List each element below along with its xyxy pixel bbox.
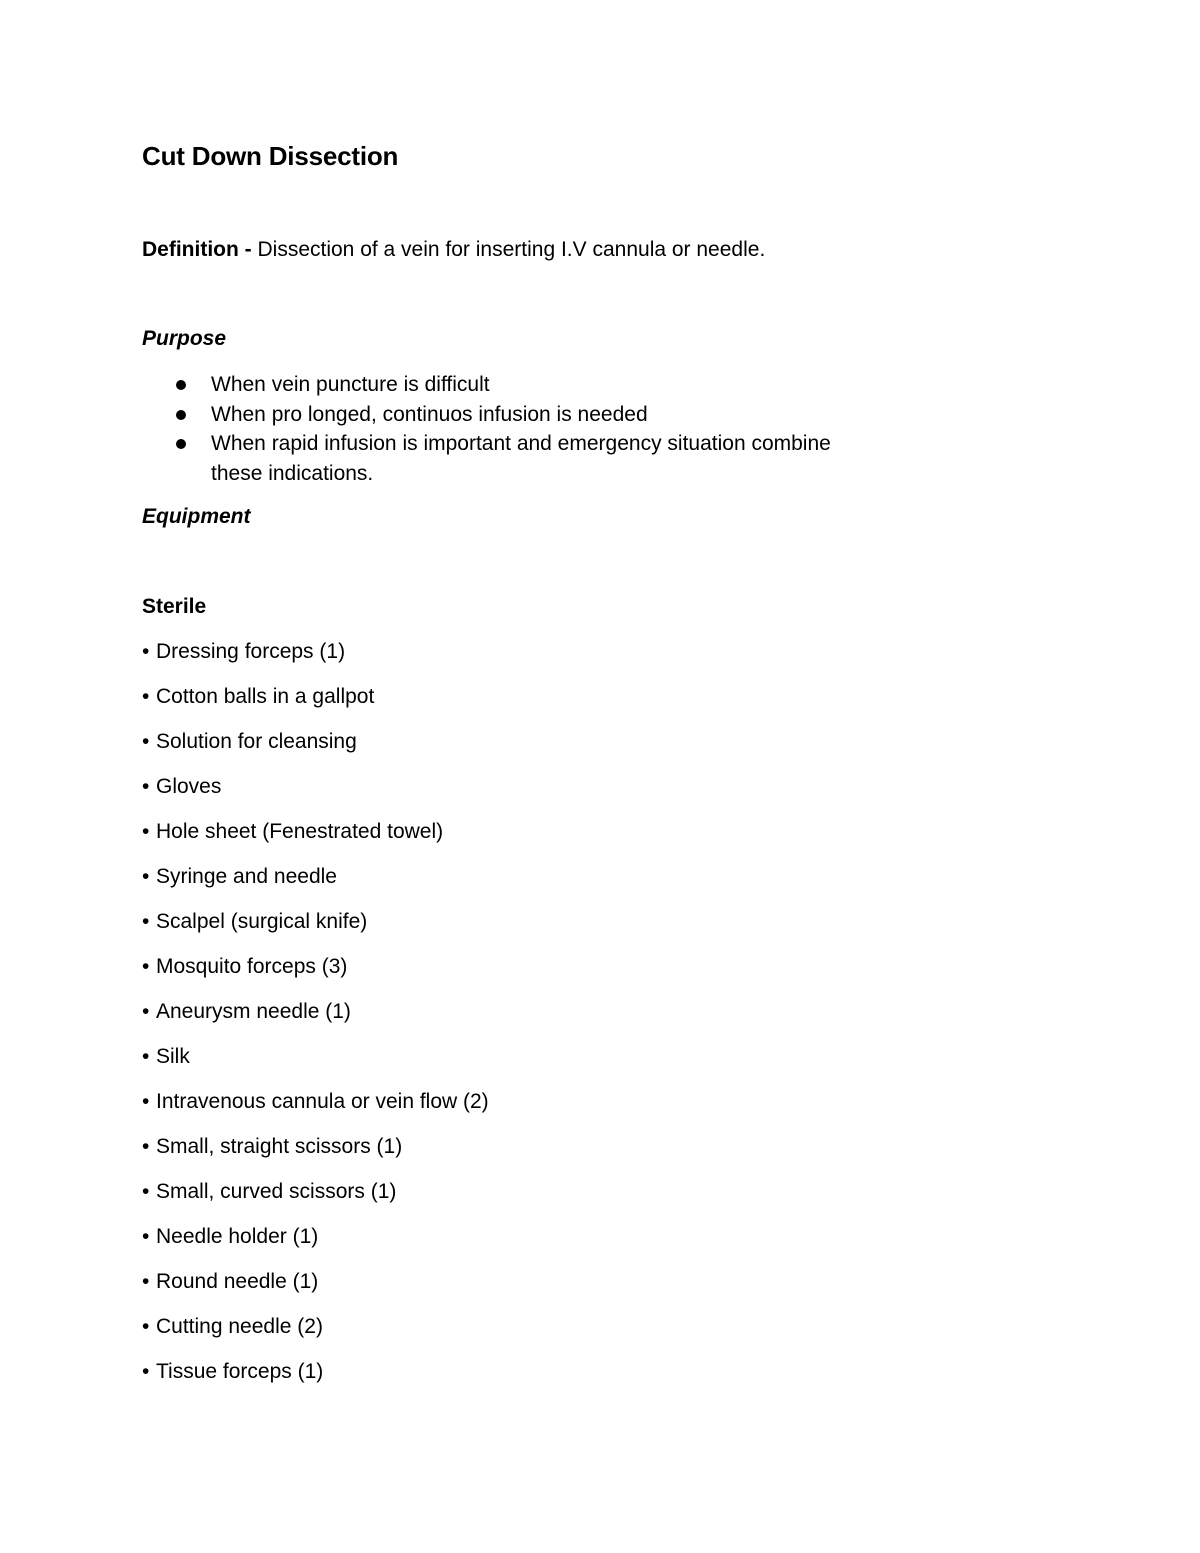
list-item (142, 908, 489, 953)
bullet-icon: • (142, 1135, 150, 1158)
list-item-text: Solution for cleansing (156, 730, 357, 753)
purpose-item-text: When pro longed, continuos infusion is needed (211, 402, 648, 426)
list-item-text: Dressing forceps (1) (156, 640, 346, 663)
bullet-icon: • (142, 865, 150, 888)
purpose-item (142, 429, 862, 488)
equipment-heading: Equipment (142, 505, 251, 528)
list-item-text: Round needle (1) (156, 1270, 319, 1293)
purpose-heading: Purpose (142, 327, 227, 350)
list-item-text: Intravenous cannula or vein flow (2) (156, 1090, 489, 1113)
bullet-icon: • (142, 1090, 150, 1113)
bullet-icon: • (142, 910, 150, 933)
bullet-icon (176, 380, 186, 390)
bullet-icon: • (142, 1045, 150, 1068)
purpose-item (142, 400, 862, 430)
bullet-icon: • (142, 820, 150, 843)
list-item-text: Tissue forceps (1) (156, 1360, 324, 1383)
list-item-text: Gloves (156, 775, 222, 798)
bullet-icon: • (142, 1360, 150, 1383)
list-item-text: Aneurysm needle (1) (156, 1000, 351, 1023)
bullet-icon: • (142, 1000, 150, 1023)
list-item (142, 998, 489, 1043)
list-item (142, 1043, 489, 1088)
list-item (142, 863, 489, 908)
list-item (142, 953, 489, 998)
purpose-list (142, 370, 862, 488)
bullet-icon: • (142, 955, 150, 978)
bullet-icon: • (142, 640, 150, 663)
list-item-text: Scalpel (surgical knife) (156, 910, 368, 933)
list-item-text: Cutting needle (2) (156, 1315, 323, 1338)
bullet-icon: • (142, 685, 150, 708)
list-item-text: Mosquito forceps (3) (156, 955, 348, 978)
list-item (142, 1358, 489, 1403)
bullet-icon: • (142, 1315, 150, 1338)
sterile-heading: Sterile (142, 595, 207, 618)
list-item-text: Syringe and needle (156, 865, 337, 888)
list-item (142, 1223, 489, 1268)
list-item (142, 683, 489, 728)
list-item (142, 1268, 489, 1313)
bullet-icon: • (142, 730, 150, 753)
definition-text: Dissection of a vein for inserting I.V cannula or needle. (251, 238, 766, 261)
purpose-item-text: When rapid infusion is important and emergency situation combine these indications. (211, 432, 831, 485)
definition-label: Definition - (142, 238, 252, 261)
bullet-icon (176, 439, 186, 449)
list-item (142, 773, 489, 818)
list-item (142, 728, 489, 773)
list-item-text: Cotton balls in a gallpot (156, 685, 375, 708)
list-item-text: Hole sheet (Fenestrated towel) (156, 820, 444, 843)
bullet-icon (176, 410, 186, 420)
purpose-item-text: When vein puncture is difficult (211, 373, 490, 396)
purpose-item (142, 370, 862, 400)
bullet-icon: • (142, 1270, 150, 1293)
list-item (142, 1088, 489, 1133)
definition-paragraph (142, 236, 765, 264)
page-title: Cut Down Dissection (142, 141, 399, 171)
list-item (142, 1133, 489, 1178)
list-item-text: Needle holder (1) (156, 1225, 319, 1248)
list-item (142, 1178, 489, 1223)
bullet-icon: • (142, 1180, 150, 1203)
list-item (142, 1313, 489, 1358)
list-item-text: Small, straight scissors (1) (156, 1135, 403, 1158)
bullet-icon: • (142, 775, 150, 798)
list-item-text: Silk (156, 1045, 190, 1068)
list-item-text: Small, curved scissors (1) (156, 1180, 397, 1203)
bullet-icon: • (142, 1225, 150, 1248)
list-item (142, 638, 489, 683)
list-item (142, 818, 489, 863)
sterile-equipment-list (142, 638, 489, 1403)
